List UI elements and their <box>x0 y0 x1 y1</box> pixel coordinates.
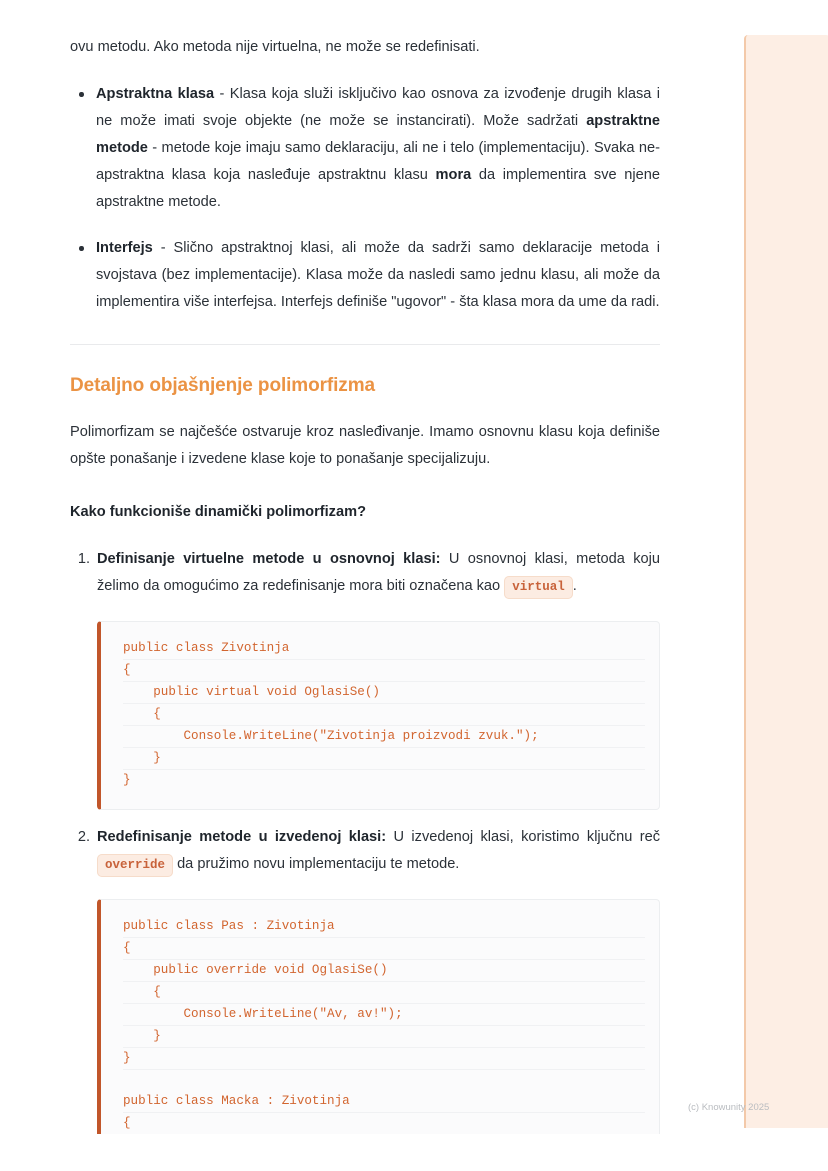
concept-bullet-list <box>70 81 660 316</box>
page-title: Detaljno objašnjenje polimorfizma <box>70 375 375 396</box>
code-line: { <box>123 704 645 726</box>
code-block-zivotinja <box>97 621 660 810</box>
section-divider <box>70 344 660 345</box>
step-body-1b: . <box>572 578 577 594</box>
step-body-1a: U osnovnoj klasi, metoda koju želimo da omogućimo za redefinisanje mora biti označena kao <box>97 551 660 594</box>
code-block-pas-macka <box>97 899 660 1134</box>
bullet-term-apstraktna-klasa: Apstraktna klasa <box>96 86 215 102</box>
bullet-term-interfejs: Interfejs <box>96 240 153 256</box>
code-line: public virtual void OglasiSe() <box>123 682 645 704</box>
code-line: { <box>123 982 645 1004</box>
bullet-body-1: - Slično apstraktnoj klasi, ali može da sadrži samo deklaracije metoda i svojstava (bez implementacije). Klasa može da nasledi samo jednu klasu, ali može da implementira više interfejsa. Interfejs definiše "ugovor" - šta klasa mora da ume da radi. <box>96 240 660 310</box>
code-line: } <box>123 1048 645 1070</box>
section-paragraph: Polimorfizam se najčešće ostvaruje kroz nasleđivanje. Imamo osnovnu klasu koja definiše opšte ponašanje i izvedene klase koje to ponašanje specijalizuju. <box>70 424 660 467</box>
bullet-term-mora: mora <box>435 167 472 183</box>
inline-code-override: override <box>97 854 173 877</box>
code-block-wrapper-1 <box>70 621 660 810</box>
bullet-term-apstraktne-metode: apstraktne metode <box>96 113 660 156</box>
step-body-2a: U izvedenoj klasi, koristimo ključnu reč <box>386 829 660 845</box>
list-item-interfejs <box>70 235 660 316</box>
sub-heading: Kako funkcioniše dinamički polimorfizam? <box>70 504 366 520</box>
code-line: } <box>123 748 645 770</box>
code-line: public class Pas : Zivotinja <box>123 916 645 938</box>
steps-list <box>70 546 660 1134</box>
inline-code-virtual: virtual <box>504 576 573 599</box>
step-number-2: 2. <box>77 829 90 845</box>
list-item-step-1 <box>70 546 660 601</box>
code-line: } <box>123 1026 645 1048</box>
list-item-apstraktna-klasa <box>70 81 660 216</box>
code-line-blank <box>123 1070 645 1091</box>
intro-continuation-paragraph: ovu metodu. Ako metoda nije virtuelna, ne može se redefinisati. <box>70 39 480 55</box>
bullet-body-3: da implementira sve njene apstraktne metode. <box>96 167 660 210</box>
right-accent-band <box>744 35 828 1128</box>
footer-credit: (c) Knowunity 2025 <box>688 1102 770 1113</box>
code-line: Console.WriteLine("Zivotinja proizvodi zvuk."); <box>123 726 645 748</box>
step-term-2: Redefinisanje metode u izvedenoj klasi: <box>97 829 387 845</box>
step-term-1: Definisanje virtuelne metode u osnovnoj klasi: <box>97 551 441 567</box>
bullet-body-2: - metode koje imaju samo deklaraciju, ali ne i telo (implementaciju). Svaka ne-apstraktna klasa koja nasleđuje apstraktnu klasu <box>96 140 660 183</box>
code-line: { <box>123 938 645 960</box>
code-line: public class Zivotinja <box>123 638 645 660</box>
code-line: } <box>123 773 131 787</box>
code-line: public override void OglasiSe() <box>123 960 645 982</box>
code-block-wrapper-2 <box>70 899 660 1134</box>
code-line: { <box>123 1116 131 1130</box>
list-item-step-2 <box>70 824 660 879</box>
code-line: Console.WriteLine("Av, av!"); <box>123 1004 645 1026</box>
bullet-body-1: - Klasa koja služi isključivo kao osnova za izvođenje drugih klasa i ne može imati svoje objekte (ne može se instancirati). Može sadržati <box>96 86 660 129</box>
code-line: public class Macka : Zivotinja <box>123 1091 645 1113</box>
code-line: { <box>123 660 645 682</box>
step-body-2b: da pružimo novu implementaciju te metode. <box>173 856 460 872</box>
step-number-1: 1. <box>77 551 90 567</box>
